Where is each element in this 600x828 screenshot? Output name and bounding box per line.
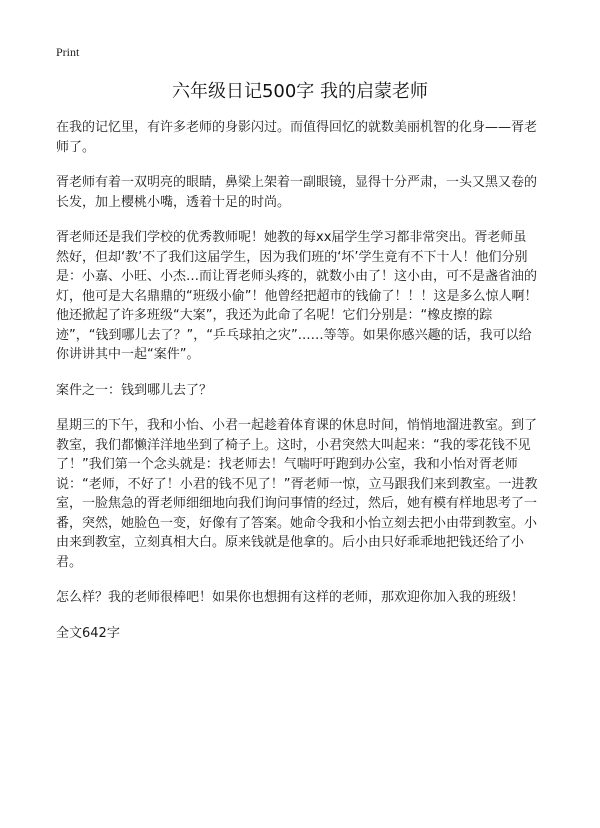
paragraph-teacher-background: 胥老师还是我们学校的优秀教师呢！她教的每xx届学生学习都非常突出。胥老师虽然好，但却‘教’不了我们这届学生，因为我们班的‘坏’学生竟有不下十人！他们分别是：小嘉、小旺、小杰…而让胥老师头疼的，就数小由了！这小由，可不是盏省油的灯，他可是大名鼎鼎的“班级小偷”！他曾经把超市的钱偷了！！！这是多么惊人啊！他还掀起了许多班级“大案”，我还为此命了名呢！它们分别是：“橡皮擦的踪迹”，“钱到哪儿去了？”，“乒乓球拍之灾”……等等。如果你感兴趣的话，我可以给你讲讲其中一起“案件”。 [56,230,538,362]
paragraph-conclusion: 怎么样？我的老师很棒吧！如果你也想拥有这样的老师，那欢迎你加入我的班级！ [56,590,525,605]
print-label: Print [56,45,80,59]
paragraph-intro: 在我的记忆里，有许多老师的身影闪过。而值得回忆的就数美丽机智的化身——胥老师了。 [56,120,538,155]
paragraph-case-heading: 案件之一：钱到哪儿去了？ [56,382,213,398]
word-count: 全文642字 [56,625,120,641]
paragraph-appearance: 胥老师有着一双明亮的眼睛，鼻梁上架着一副眼镜，显得十分严肃，一头又黑又卷的长发，加上樱桃小嘴，透着十足的时尚。 [56,175,538,210]
article-body [56,118,538,643]
article-title: 六年级日记500字 我的启蒙老师 [171,81,429,102]
paragraph-case-story: 星期三的下午，我和小怡、小君一起趁着体育课的休息时间，悄悄地溜进教室。到了教室，我们都懒洋洋地坐到了椅子上。这时，小君突然大叫起来：“我的零花钱不见了！”我们第一个念头就是：找老师去！气喘吁吁跑到办公室，我和小怡对胥老师说：“老师，不好了！小君的钱不见了！”胥老师一惊，立马跟我们来到教室。一进教室，一脸焦急的胥老师细细地向我们询问事情的经过，然后，她有模有样地思考了一番，突然，她脸色一变，好像有了答案。她命令我和小怡立刻去把小由带到教室。小由来到教室，立刻真相大白。原来钱就是他拿的。后小由只好乖乖地把钱还给了小君。 [56,418,538,570]
